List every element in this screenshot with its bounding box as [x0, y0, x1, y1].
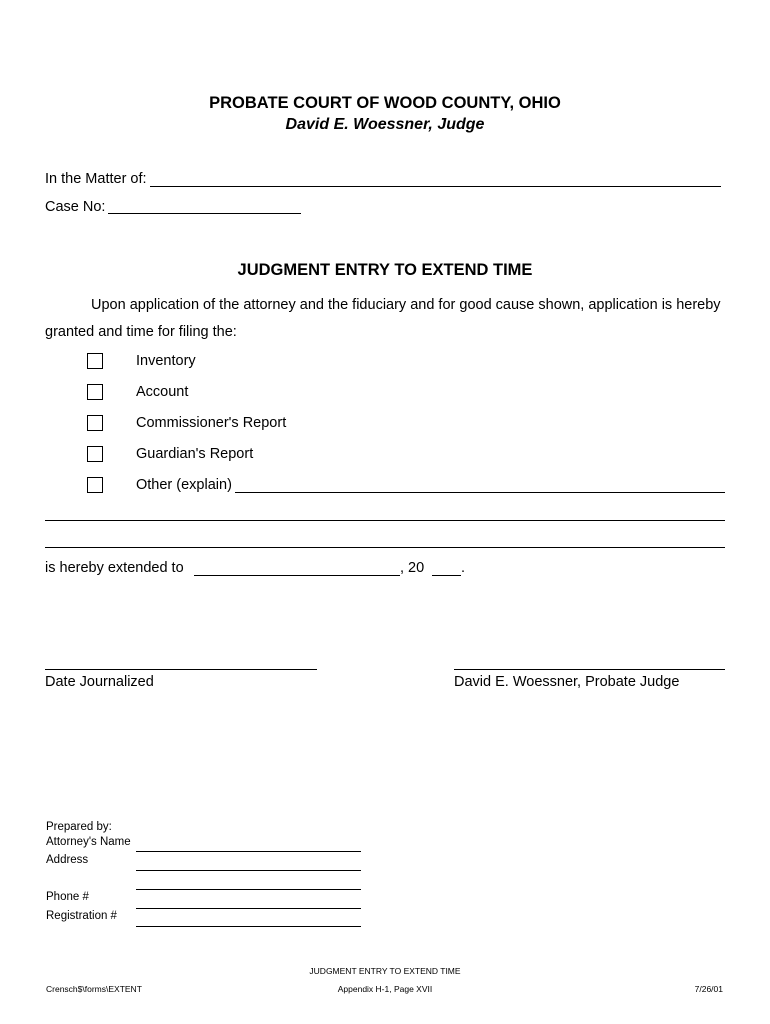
guardians-report-label: Guardian's Report [136, 446, 254, 462]
entry-title: JUDGMENT ENTRY TO EXTEND TIME [237, 261, 533, 279]
address-line-1[interactable] [136, 870, 361, 871]
inventory-label: Inventory [136, 353, 196, 369]
paragraph-line-2: granted and time for filing the: [45, 324, 237, 340]
footer-date: 7/26/01 [694, 984, 723, 994]
registration-line[interactable] [136, 926, 361, 927]
attorney-name-line[interactable] [136, 851, 361, 852]
case-number-label: Case No: [45, 199, 106, 215]
phone-label: Phone # [46, 891, 89, 903]
explain-line-3[interactable] [45, 547, 725, 548]
inventory-checkbox[interactable] [87, 353, 103, 369]
extended-period: . [461, 560, 466, 576]
attorney-name-label: Attorney's Name [46, 836, 131, 848]
account-label: Account [136, 384, 189, 400]
address-label: Address [46, 854, 89, 866]
other-checkbox[interactable] [87, 477, 103, 493]
judge-signature-label: David E. Woessner, Probate Judge [454, 674, 680, 690]
case-number-input-line[interactable] [108, 213, 301, 214]
judge-signature-line[interactable] [454, 669, 725, 670]
footer-path: Crensch$\forms\EXTENT [46, 984, 142, 994]
explain-line-2[interactable] [45, 520, 725, 521]
year-prefix: , 20 [400, 560, 425, 576]
footer-appendix: Appendix H-1, Page XVII [337, 984, 433, 994]
other-explain-line[interactable] [235, 492, 725, 493]
court-title: PROBATE COURT OF WOOD COUNTY, OHIO [209, 94, 561, 112]
extended-label: is hereby extended to [45, 560, 184, 576]
year-input-line[interactable] [432, 575, 461, 576]
guardians-report-checkbox[interactable] [87, 446, 103, 462]
matter-label: In the Matter of: [45, 171, 147, 187]
address-line-2[interactable] [136, 889, 361, 890]
date-journalized-line[interactable] [45, 669, 317, 670]
prepared-by-heading: Prepared by: [46, 821, 112, 833]
commissioners-report-checkbox[interactable] [87, 415, 103, 431]
footer-title: JUDGMENT ENTRY TO EXTEND TIME [309, 966, 461, 976]
commissioners-report-label: Commissioner's Report [136, 415, 287, 431]
matter-input-line[interactable] [150, 186, 721, 187]
extended-date-line[interactable] [194, 575, 400, 576]
phone-line[interactable] [136, 908, 361, 909]
date-journalized-label: Date Journalized [45, 674, 154, 690]
account-checkbox[interactable] [87, 384, 103, 400]
other-label: Other (explain) [136, 477, 232, 493]
registration-label: Registration # [46, 910, 117, 922]
paragraph-line-1: Upon application of the attorney and the fiduciary and for good cause shown, application is hereby [91, 297, 721, 313]
judge-subtitle: David E. Woessner, Judge [285, 116, 485, 133]
